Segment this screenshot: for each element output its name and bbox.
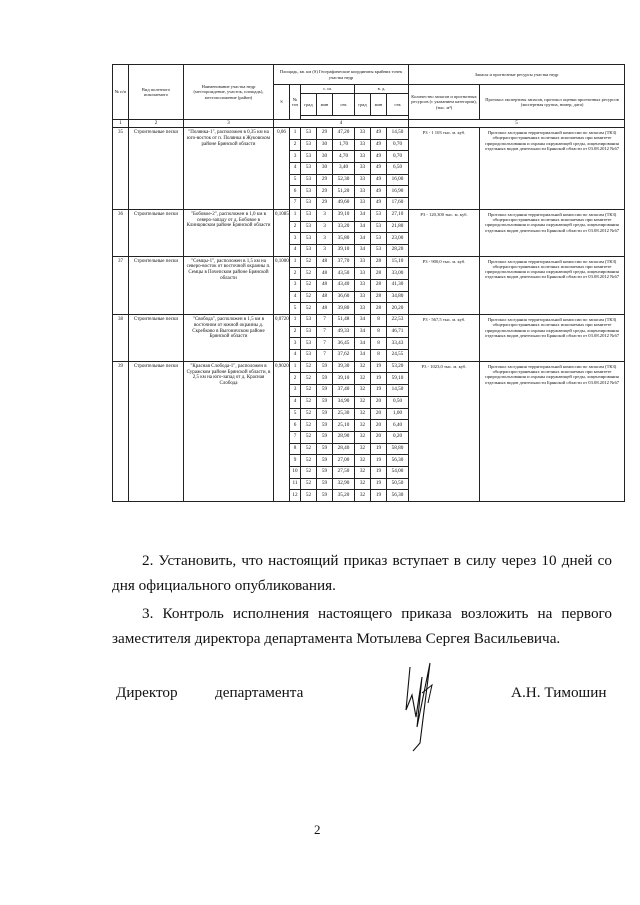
cell-coordinate: 20 [371, 420, 387, 432]
cell-coordinate: 19 [371, 490, 387, 502]
cell-coordinate: 7 [317, 326, 333, 338]
cell-protocol: Протокол заседания территориальной комиссии по запасам (ТКЗ) общераспространенных полезных ископаемых при комитете природопользования и охраны окружающей среды, лицензирования отдельных видов деятельности Брянской области от 03.08.2012 №67 [480, 361, 625, 501]
cell-coordinate: 32 [355, 373, 371, 385]
header-lat: с. ш. [301, 85, 355, 94]
cell-point-number: 7 [290, 198, 301, 210]
cell-coordinate: 32 [355, 408, 371, 420]
table-row [113, 315, 625, 327]
cell-point-number: 4 [290, 350, 301, 362]
cell-point-number: 8 [290, 443, 301, 455]
cell-point-number: 4 [290, 163, 301, 175]
cell-coordinate: 34 [355, 315, 371, 327]
cell-coordinate: 34 [355, 244, 371, 256]
cell-coordinate: 49 [371, 128, 387, 140]
cell-coordinate: 6,50 [387, 163, 409, 175]
cell-coordinate: 49,33 [333, 326, 355, 338]
cell-coordinate: 32,90 [333, 478, 355, 490]
signatory-title [116, 684, 178, 702]
cell-coordinate: 7 [317, 350, 333, 362]
cell-coordinate: 19 [371, 443, 387, 455]
cell-coordinate: 28 [371, 268, 387, 280]
cell-coordinate: 30 [317, 139, 333, 151]
cell-coordinate: 53 [301, 209, 317, 221]
cell-coordinate: 53 [301, 128, 317, 140]
colnum: 5 [409, 120, 625, 128]
cell-coordinate: 59 [317, 385, 333, 397]
cell-reserves: Р3 - 1 103 тыс. м. куб. [409, 128, 480, 210]
cell-coordinate: 52 [301, 490, 317, 502]
cell-coordinate: 51,48 [333, 315, 355, 327]
cell-coordinate: 52 [301, 291, 317, 303]
cell-coordinate: 39,30 [333, 361, 355, 373]
cell-coordinate: 4,70 [333, 151, 355, 163]
cell-point-number: 7 [290, 431, 301, 443]
cell-coordinate: 20 [371, 431, 387, 443]
header-lat-deg: град [301, 94, 317, 116]
header-lon-deg: град [355, 94, 371, 116]
cell-coordinate: 7 [317, 315, 333, 327]
cell-coordinate: 49 [371, 174, 387, 186]
cell-type: Строительные пески [129, 256, 184, 314]
cell-coordinate: 19 [371, 361, 387, 373]
cell-point-number: 1 [290, 128, 301, 140]
cell-coordinate: 59 [317, 431, 333, 443]
cell-coordinate: 49 [371, 139, 387, 151]
cell-coordinate: 53 [301, 186, 317, 198]
cell-protocol: Протокол заседания территориальной комиссии по запасам (ТКЗ) общераспространенных полезных ископаемых при комитете природопользования и охраны окружающей среды, лицензирования отдельных видов деятельности Брянской области от 03.08.2012 №67 [480, 315, 625, 362]
cell-point-number: 6 [290, 186, 301, 198]
cell-coordinate: 53 [371, 233, 387, 245]
cell-no: 36 [113, 209, 129, 256]
signatory-title-text: Директор [116, 684, 178, 701]
cell-coordinate: 7 [317, 338, 333, 350]
header-point: № точ [290, 85, 301, 120]
cell-type: Строительные пески [129, 209, 184, 256]
cell-coordinate: 33 [355, 128, 371, 140]
cell-point-number: 1 [290, 209, 301, 221]
cell-coordinate: 33,00 [387, 268, 409, 280]
cell-point-number: 5 [290, 303, 301, 315]
cell-coordinate: 52 [301, 279, 317, 291]
cell-type: Строительные пески [129, 315, 184, 362]
cell-coordinate: 52 [301, 268, 317, 280]
cell-coordinate: 36,60 [333, 291, 355, 303]
cell-coordinate: 28 [371, 256, 387, 268]
cell-coordinate: 52 [301, 396, 317, 408]
cell-point-number: 3 [290, 151, 301, 163]
cell-area: 0,1000 [274, 256, 290, 314]
cell-coordinate: 32 [355, 478, 371, 490]
cell-coordinate: 52 [301, 431, 317, 443]
cell-coordinate: 59 [317, 490, 333, 502]
cell-coordinate: 28 [371, 279, 387, 291]
cell-coordinate: 20 [371, 396, 387, 408]
cell-coordinate: 27,50 [333, 466, 355, 478]
cell-area: 0,06 [274, 128, 290, 210]
cell-coordinate: 0,70 [387, 151, 409, 163]
cell-coordinate: 52 [301, 303, 317, 315]
cell-coordinate: 36,45 [333, 338, 355, 350]
cell-coordinate: 33 [355, 256, 371, 268]
cell-coordinate: 59 [317, 396, 333, 408]
cell-coordinate: 59 [317, 373, 333, 385]
cell-coordinate: 48 [317, 279, 333, 291]
cell-coordinate: 28 [371, 303, 387, 315]
cell-coordinate: 59 [317, 466, 333, 478]
cell-coordinate: 50,50 [387, 478, 409, 490]
cell-coordinate: 25,30 [333, 408, 355, 420]
cell-coordinate: 33 [355, 291, 371, 303]
cell-coordinate: 29 [317, 198, 333, 210]
cell-coordinate: 28,20 [387, 244, 409, 256]
cell-coordinate: 53 [301, 233, 317, 245]
cell-coordinate: 33 [355, 268, 371, 280]
cell-coordinate: 32 [355, 455, 371, 467]
cell-coordinate: 19 [371, 373, 387, 385]
cell-point-number: 5 [290, 408, 301, 420]
cell-coordinate: 52,30 [333, 174, 355, 186]
cell-coordinate: 32 [355, 443, 371, 455]
cell-point-number: 11 [290, 478, 301, 490]
cell-coordinate: 8 [371, 326, 387, 338]
cell-coordinate: 56,30 [387, 490, 409, 502]
header-name: Наименование участка недр (месторождение, участок, площадь), местоположение (район) [184, 65, 274, 120]
cell-coordinate: 24,55 [387, 350, 409, 362]
cell-coordinate: 34 [355, 350, 371, 362]
cell-reserves: Р3 - 120,300 тыс. м. куб. [409, 209, 480, 256]
cell-coordinate: 46,71 [387, 326, 409, 338]
table-row [113, 209, 625, 221]
signatory-name: А.Н. Тимошин [511, 684, 607, 701]
cell-coordinate: 53 [301, 350, 317, 362]
cell-coordinate: 52 [301, 478, 317, 490]
cell-coordinate: 37,70 [333, 256, 355, 268]
cell-coordinate: 32 [355, 385, 371, 397]
cell-coordinate: 48 [317, 291, 333, 303]
cell-coordinate: 0,50 [387, 396, 409, 408]
cell-point-number: 6 [290, 420, 301, 432]
cell-point-number: 2 [290, 139, 301, 151]
cell-coordinate: 29 [317, 128, 333, 140]
cell-coordinate: 16,90 [387, 186, 409, 198]
cell-coordinate: 33 [355, 279, 371, 291]
cell-no: 38 [113, 315, 129, 362]
cell-point-number: 3 [290, 385, 301, 397]
cell-coordinate: 33 [355, 174, 371, 186]
cell-no: 37 [113, 256, 129, 314]
cell-coordinate: 0,20 [387, 431, 409, 443]
cell-coordinate: 49,60 [333, 198, 355, 210]
cell-coordinate: 34 [355, 338, 371, 350]
cell-coordinate: 59 [317, 478, 333, 490]
cell-coordinate: 53 [301, 244, 317, 256]
cell-coordinate: 53 [301, 315, 317, 327]
cell-protocol: Протокол заседания территориальной комиссии по запасам (ТКЗ) общераспространенных полезных ископаемых при комитете природопользования и охраны окружающей среды, лицензирования отдельных видов деятельности Брянской области от 03.08.2012 №67 [480, 256, 625, 314]
cell-no: 35 [113, 128, 129, 210]
cell-coordinate: 21,80 [387, 221, 409, 233]
cell-reserves: Р3 - 900,0 тыс. м. куб. [409, 256, 480, 314]
cell-reserves: Р3 - 1023,0 тыс. м. куб. [409, 361, 480, 501]
cell-coordinate: 48 [317, 268, 333, 280]
cell-coordinate: 19 [371, 466, 387, 478]
cell-coordinate: 33 [355, 303, 371, 315]
cell-coordinate: 8 [371, 338, 387, 350]
cell-coordinate: 53 [371, 244, 387, 256]
cell-coordinate: 37,62 [333, 350, 355, 362]
cell-coordinate: 34 [355, 326, 371, 338]
cell-coordinate: 59 [317, 443, 333, 455]
cell-coordinate: 1,70 [333, 139, 355, 151]
cell-coordinate: 37,40 [333, 385, 355, 397]
cell-coordinate: 3 [317, 233, 333, 245]
cell-coordinate: 34,80 [387, 291, 409, 303]
cell-point-number: 4 [290, 396, 301, 408]
paragraph-control: 3. Контроль исполнения настоящего приказа возложить на первого заместителя директора департамента Мотылева Сергея Васильевича. [112, 605, 612, 647]
cell-coordinate: 20,20 [387, 303, 409, 315]
cell-coordinate: 53 [301, 221, 317, 233]
cell-coordinate: 33 [355, 139, 371, 151]
cell-coordinate: 30 [317, 151, 333, 163]
cell-coordinate: 33 [355, 163, 371, 175]
cell-coordinate: 53 [371, 221, 387, 233]
cell-coordinate: 19 [371, 478, 387, 490]
table-row [113, 256, 625, 268]
cell-coordinate: 48 [317, 256, 333, 268]
cell-coordinate: 29 [317, 186, 333, 198]
cell-coordinate: 54,00 [387, 466, 409, 478]
cell-coordinate: 39,10 [333, 373, 355, 385]
cell-coordinate: 3 [317, 244, 333, 256]
cell-coordinate: 30 [317, 163, 333, 175]
cell-type: Строительные пески [129, 361, 184, 501]
cell-point-number: 2 [290, 268, 301, 280]
cell-coordinate: 19 [371, 455, 387, 467]
header-protocol: Протокол экспертизы запасов, протокол оценки прогнозных ресурсов (экспертная группа, номер, дата) [480, 85, 625, 120]
cell-coordinate: 52 [301, 373, 317, 385]
header-no: № п/п [113, 65, 129, 120]
cell-area: 0,9020 [274, 361, 290, 501]
cell-coordinate: 29 [317, 174, 333, 186]
cell-coordinate: 39,10 [333, 209, 355, 221]
cell-coordinate: 52 [301, 420, 317, 432]
cell-coordinate: 53 [301, 338, 317, 350]
cell-coordinate: 34 [355, 233, 371, 245]
header-reserves-group: Запасы и прогнозные ресурсы участка недр [409, 65, 625, 85]
cell-coordinate: 47,20 [333, 128, 355, 140]
cell-point-number: 9 [290, 455, 301, 467]
cell-coordinate: 32 [355, 490, 371, 502]
page-number: 2 [314, 822, 321, 837]
cell-coordinate: 39,80 [333, 303, 355, 315]
cell-coordinate: 53 [301, 151, 317, 163]
cell-coordinate: 53 [371, 209, 387, 221]
header-s: S [274, 85, 290, 120]
cell-coordinate: 52 [301, 408, 317, 420]
cell-coordinate: 49 [371, 186, 387, 198]
cell-coordinate: 52 [301, 466, 317, 478]
cell-point-number: 3 [290, 279, 301, 291]
cell-point-number: 1 [290, 256, 301, 268]
cell-coordinate: 3,40 [333, 163, 355, 175]
cell-protocol: Протокол заседания территориальной комиссии по запасам (ТКЗ) общераспространенных полезных ископаемых при комитете природопользования и охраны окружающей среды, лицензирования отдельных видов деятельности Брянской области от 03.08.2012 №67 [480, 209, 625, 256]
cell-coordinate: 48 [317, 303, 333, 315]
cell-coordinate: 59 [317, 455, 333, 467]
cell-coordinate: 49 [371, 151, 387, 163]
cell-coordinate: 28 [371, 291, 387, 303]
cell-coordinate: 43,40 [333, 279, 355, 291]
cell-coordinate: 49 [371, 198, 387, 210]
cell-coordinate: 34,90 [333, 396, 355, 408]
cell-coordinate: 6,40 [387, 420, 409, 432]
table-row [113, 128, 625, 140]
cell-coordinate: 23,00 [387, 233, 409, 245]
cell-type: Строительные пески [129, 128, 184, 210]
cell-coordinate: 53 [301, 198, 317, 210]
cell-coordinate: 53 [301, 174, 317, 186]
cell-coordinate: 35,20 [333, 490, 355, 502]
cell-coordinate: 33,43 [387, 338, 409, 350]
header-lon-sec: сек [387, 94, 409, 116]
header-lon: в. д. [355, 85, 409, 94]
paragraph-effective-date: 2. Установить, что настоящий приказ вступает в силу через 10 дней со дня официального опубликования. [112, 552, 612, 594]
cell-coordinate: 32 [355, 466, 371, 478]
cell-coordinate: 32 [355, 431, 371, 443]
cell-coordinate: 35,80 [333, 233, 355, 245]
cell-coordinate: 58,80 [387, 443, 409, 455]
cell-name: "Бобовое-2", расположен в 1,0 км в северо-западу от д. Бобовое в Клинцовском районе Брянской области [184, 209, 274, 256]
cell-coordinate: 52 [301, 455, 317, 467]
cell-coordinate: 25,10 [333, 420, 355, 432]
cell-area: 0,0720 [274, 315, 290, 362]
cell-coordinate: 32 [355, 420, 371, 432]
cell-name: "Красная Слобода-1", расположен в Суражском районе Брянской области, в 2,5 км на юго-запад от д. Красная Слобода [184, 361, 274, 501]
cell-coordinate: 53,20 [387, 361, 409, 373]
cell-coordinate: 59 [317, 420, 333, 432]
cell-coordinate: 43,50 [333, 268, 355, 280]
cell-coordinate: 3 [317, 209, 333, 221]
cell-name: "Свобода", расположен в 1,5 км в восточном от южной окраины д. Скребково в Выгоничском районе Брянской области [184, 315, 274, 362]
cell-point-number: 2 [290, 373, 301, 385]
colnum: 2 [129, 120, 184, 128]
cell-point-number: 1 [290, 315, 301, 327]
cell-coordinate: 14,50 [387, 385, 409, 397]
cell-coordinate: 32 [355, 361, 371, 373]
cell-coordinate: 52 [301, 443, 317, 455]
cell-protocol: Протокол заседания территориальной комиссии по запасам (ТКЗ) общераспространенных полезных ископаемых при комитете природопользования и охраны окружающей среды, лицензирования отдельных видов деятельности Брянской области от 03.08.2012 №67 [480, 128, 625, 210]
subsoil-plots-table [112, 64, 625, 502]
cell-coordinate: 51,20 [333, 186, 355, 198]
cell-coordinate: 33 [355, 151, 371, 163]
cell-coordinate: 27,10 [387, 209, 409, 221]
cell-coordinate: 8 [371, 350, 387, 362]
cell-coordinate: 32 [355, 396, 371, 408]
cell-coordinate: 49 [371, 163, 387, 175]
cell-coordinate: 59,10 [387, 373, 409, 385]
cell-coordinate: 33 [355, 186, 371, 198]
cell-point-number: 1 [290, 361, 301, 373]
cell-coordinate: 53 [301, 139, 317, 151]
cell-coordinate: 28,40 [333, 443, 355, 455]
cell-point-number: 4 [290, 291, 301, 303]
cell-coordinate: 1,00 [387, 408, 409, 420]
cell-coordinate: 15,10 [387, 256, 409, 268]
cell-point-number: 10 [290, 466, 301, 478]
cell-point-number: 2 [290, 326, 301, 338]
cell-coordinate: 16,00 [387, 174, 409, 186]
header-lat-min: мин [317, 94, 333, 116]
cell-coordinate: 33 [355, 198, 371, 210]
cell-coordinate: 34 [355, 209, 371, 221]
cell-coordinate: 59 [317, 361, 333, 373]
cell-point-number: 3 [290, 338, 301, 350]
cell-coordinate: 0,70 [387, 139, 409, 151]
cell-coordinate: 52 [301, 361, 317, 373]
cell-coordinate: 20 [371, 408, 387, 420]
handwritten-signature [382, 655, 462, 755]
cell-coordinate: 52 [301, 385, 317, 397]
cell-area: 0,1085 [274, 209, 290, 256]
cell-reserves: Р3 - 567,5 тыс. м. куб. [409, 315, 480, 362]
colnum: 1 [113, 120, 129, 128]
cell-coordinate: 33,20 [333, 221, 355, 233]
cell-coordinate: 27,00 [333, 455, 355, 467]
colnum: 3 [184, 120, 274, 128]
cell-coordinate: 53 [301, 163, 317, 175]
cell-coordinate: 41,30 [387, 279, 409, 291]
cell-coordinate: 52 [301, 256, 317, 268]
cell-name: "Полянка-1", расположен в 0,35 км на юго-восток от п. Полянка в Жуковском районе Брянской области [184, 128, 274, 210]
colnum: 4 [274, 120, 409, 128]
cell-coordinate: 19 [371, 385, 387, 397]
header-type: Вид полезного ископаемого [129, 65, 184, 120]
cell-coordinate: 53 [301, 326, 317, 338]
header-lon-min: мин [371, 94, 387, 116]
cell-coordinate: 34 [355, 221, 371, 233]
cell-point-number: 12 [290, 490, 301, 502]
cell-coordinate: 39,10 [333, 244, 355, 256]
cell-point-number: 2 [290, 221, 301, 233]
cell-point-number: 3 [290, 233, 301, 245]
cell-coordinate: 59 [317, 408, 333, 420]
cell-name: "Семцы-1", расположен в 1,5 км на северо-восток от восточной окраины п. Семцы в Почепском районе Брянской области [184, 256, 274, 314]
cell-point-number: 5 [290, 174, 301, 186]
cell-coordinate: 17,60 [387, 198, 409, 210]
table-row [113, 361, 625, 373]
header-lat-sec: сек [333, 94, 355, 116]
cell-coordinate: 22,53 [387, 315, 409, 327]
header-reserves: Количество запасов и прогнозных ресурсов (с указанием категории), (тыс. м³) [409, 85, 480, 120]
cell-coordinate: 8 [371, 315, 387, 327]
cell-coordinate: 3 [317, 221, 333, 233]
cell-coordinate: 14,50 [387, 128, 409, 140]
cell-no: 39 [113, 361, 129, 501]
cell-coordinate: 56,30 [387, 455, 409, 467]
signatory-department: департамента [215, 684, 304, 701]
cell-point-number: 4 [290, 244, 301, 256]
header-area-coords: Площадь, кв. км (S) Географические координаты крайних точек участка недр [274, 65, 409, 85]
cell-coordinate: 28,90 [333, 431, 355, 443]
